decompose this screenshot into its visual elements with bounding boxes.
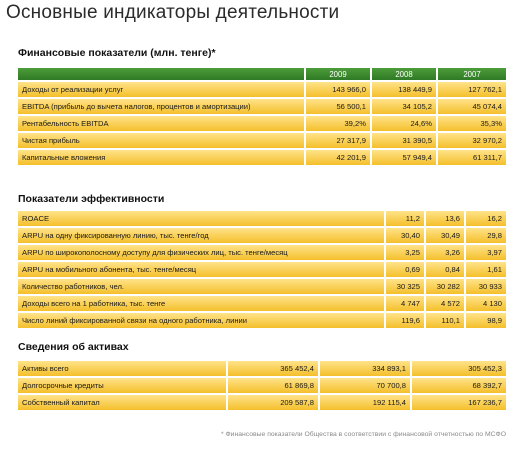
cell-value: 0,69 [386,262,426,279]
cell-value: 365 452,4 [228,361,320,378]
row-label: Рентабельность EBITDA [18,116,306,133]
cell-value: 4 572 [426,296,466,313]
row-label: ROACE [18,211,386,228]
cell-value: 34 105,2 [372,99,438,116]
cell-value: 138 449,9 [372,82,438,99]
row-label: Число линий фиксированной связи на одного работника, линии [18,313,386,330]
table-row [18,116,506,133]
table-row [18,262,506,279]
table-row [18,99,506,116]
row-label: Собственный капитал [18,395,228,412]
year-header: 2008 [372,68,438,82]
cell-value: 70 700,8 [320,378,412,395]
table-row [18,211,506,228]
cell-value: 30,40 [386,228,426,245]
table-row [18,228,506,245]
cell-value: 16,2 [466,211,506,228]
cell-value: 31 390,5 [372,133,438,150]
row-label: Количество работников, чел. [18,279,386,296]
table-row [18,279,506,296]
row-label: Доходы всего на 1 работника, тыс. тенге [18,296,386,313]
page-title: Основные индикаторы деятельности [6,2,340,23]
assets-section-title: Сведения об активах [18,341,129,353]
cell-value: 4 747 [386,296,426,313]
row-label: Долгосрочные кредиты [18,378,228,395]
table-row [18,150,506,167]
financial-section-title: Финансовые показатели (млн. тенге)* [18,47,216,59]
cell-value: 29,8 [466,228,506,245]
cell-value: 3,97 [466,245,506,262]
table-row [18,313,506,330]
cell-value: 61 311,7 [438,150,506,167]
cell-value: 30 933 [466,279,506,296]
cell-value: 209 587,8 [228,395,320,412]
cell-value: 68 392,7 [412,378,506,395]
row-label: ARPU на мобильного абонента, тыс. тенге/месяц [18,262,386,279]
cell-value: 3,25 [386,245,426,262]
cell-value: 30 282 [426,279,466,296]
cell-value: 57 949,4 [372,150,438,167]
table-row [18,395,506,412]
cell-value: 110,1 [426,313,466,330]
table-row [18,296,506,313]
cell-value: 4 130 [466,296,506,313]
cell-value: 143 966,0 [306,82,372,99]
cell-value: 45 074,4 [438,99,506,116]
efficiency-section-title: Показатели эффективности [18,193,165,205]
header-blank [18,68,306,82]
cell-value: 11,2 [386,211,426,228]
cell-value: 35,3% [438,116,506,133]
cell-value: 42 201,9 [306,150,372,167]
table-row [18,361,506,378]
cell-value: 167 236,7 [412,395,506,412]
financial-table [18,68,506,167]
row-label: EBITDA (прибыль до вычета налогов, процентов и амортизации) [18,99,306,116]
cell-value: 56 500,1 [306,99,372,116]
cell-value: 98,9 [466,313,506,330]
footnote: * Финансовые показатели Общества в соответствии с финансовой отчетностью по МСФО [220,431,506,438]
row-label: Активы всего [18,361,228,378]
table-row [18,82,506,99]
row-label: ARPU на одну фиксированную линию, тыс. тенге/год [18,228,386,245]
year-header: 2009 [306,68,372,82]
cell-value: 39,2% [306,116,372,133]
row-label: ARPU по широкополосному доступу для физических лиц, тыс. тенге/месяц [18,245,386,262]
cell-value: 13,6 [426,211,466,228]
table-row [18,245,506,262]
cell-value: 119,6 [386,313,426,330]
cell-value: 127 762,1 [438,82,506,99]
cell-value: 61 869,8 [228,378,320,395]
row-label: Доходы от реализации услуг [18,82,306,99]
table-row [18,133,506,150]
cell-value: 3,26 [426,245,466,262]
efficiency-table [18,211,506,330]
assets-table [18,361,506,412]
row-label: Капитальные вложения [18,150,306,167]
cell-value: 334 893,1 [320,361,412,378]
year-header: 2007 [438,68,506,82]
row-label: Чистая прибыль [18,133,306,150]
cell-value: 32 970,2 [438,133,506,150]
cell-value: 0,84 [426,262,466,279]
cell-value: 30 325 [386,279,426,296]
cell-value: 305 452,3 [412,361,506,378]
cell-value: 192 115,4 [320,395,412,412]
financial-header-row [18,68,506,82]
cell-value: 27 317,9 [306,133,372,150]
table-row [18,378,506,395]
cell-value: 1,61 [466,262,506,279]
cell-value: 30,49 [426,228,466,245]
cell-value: 24,6% [372,116,438,133]
